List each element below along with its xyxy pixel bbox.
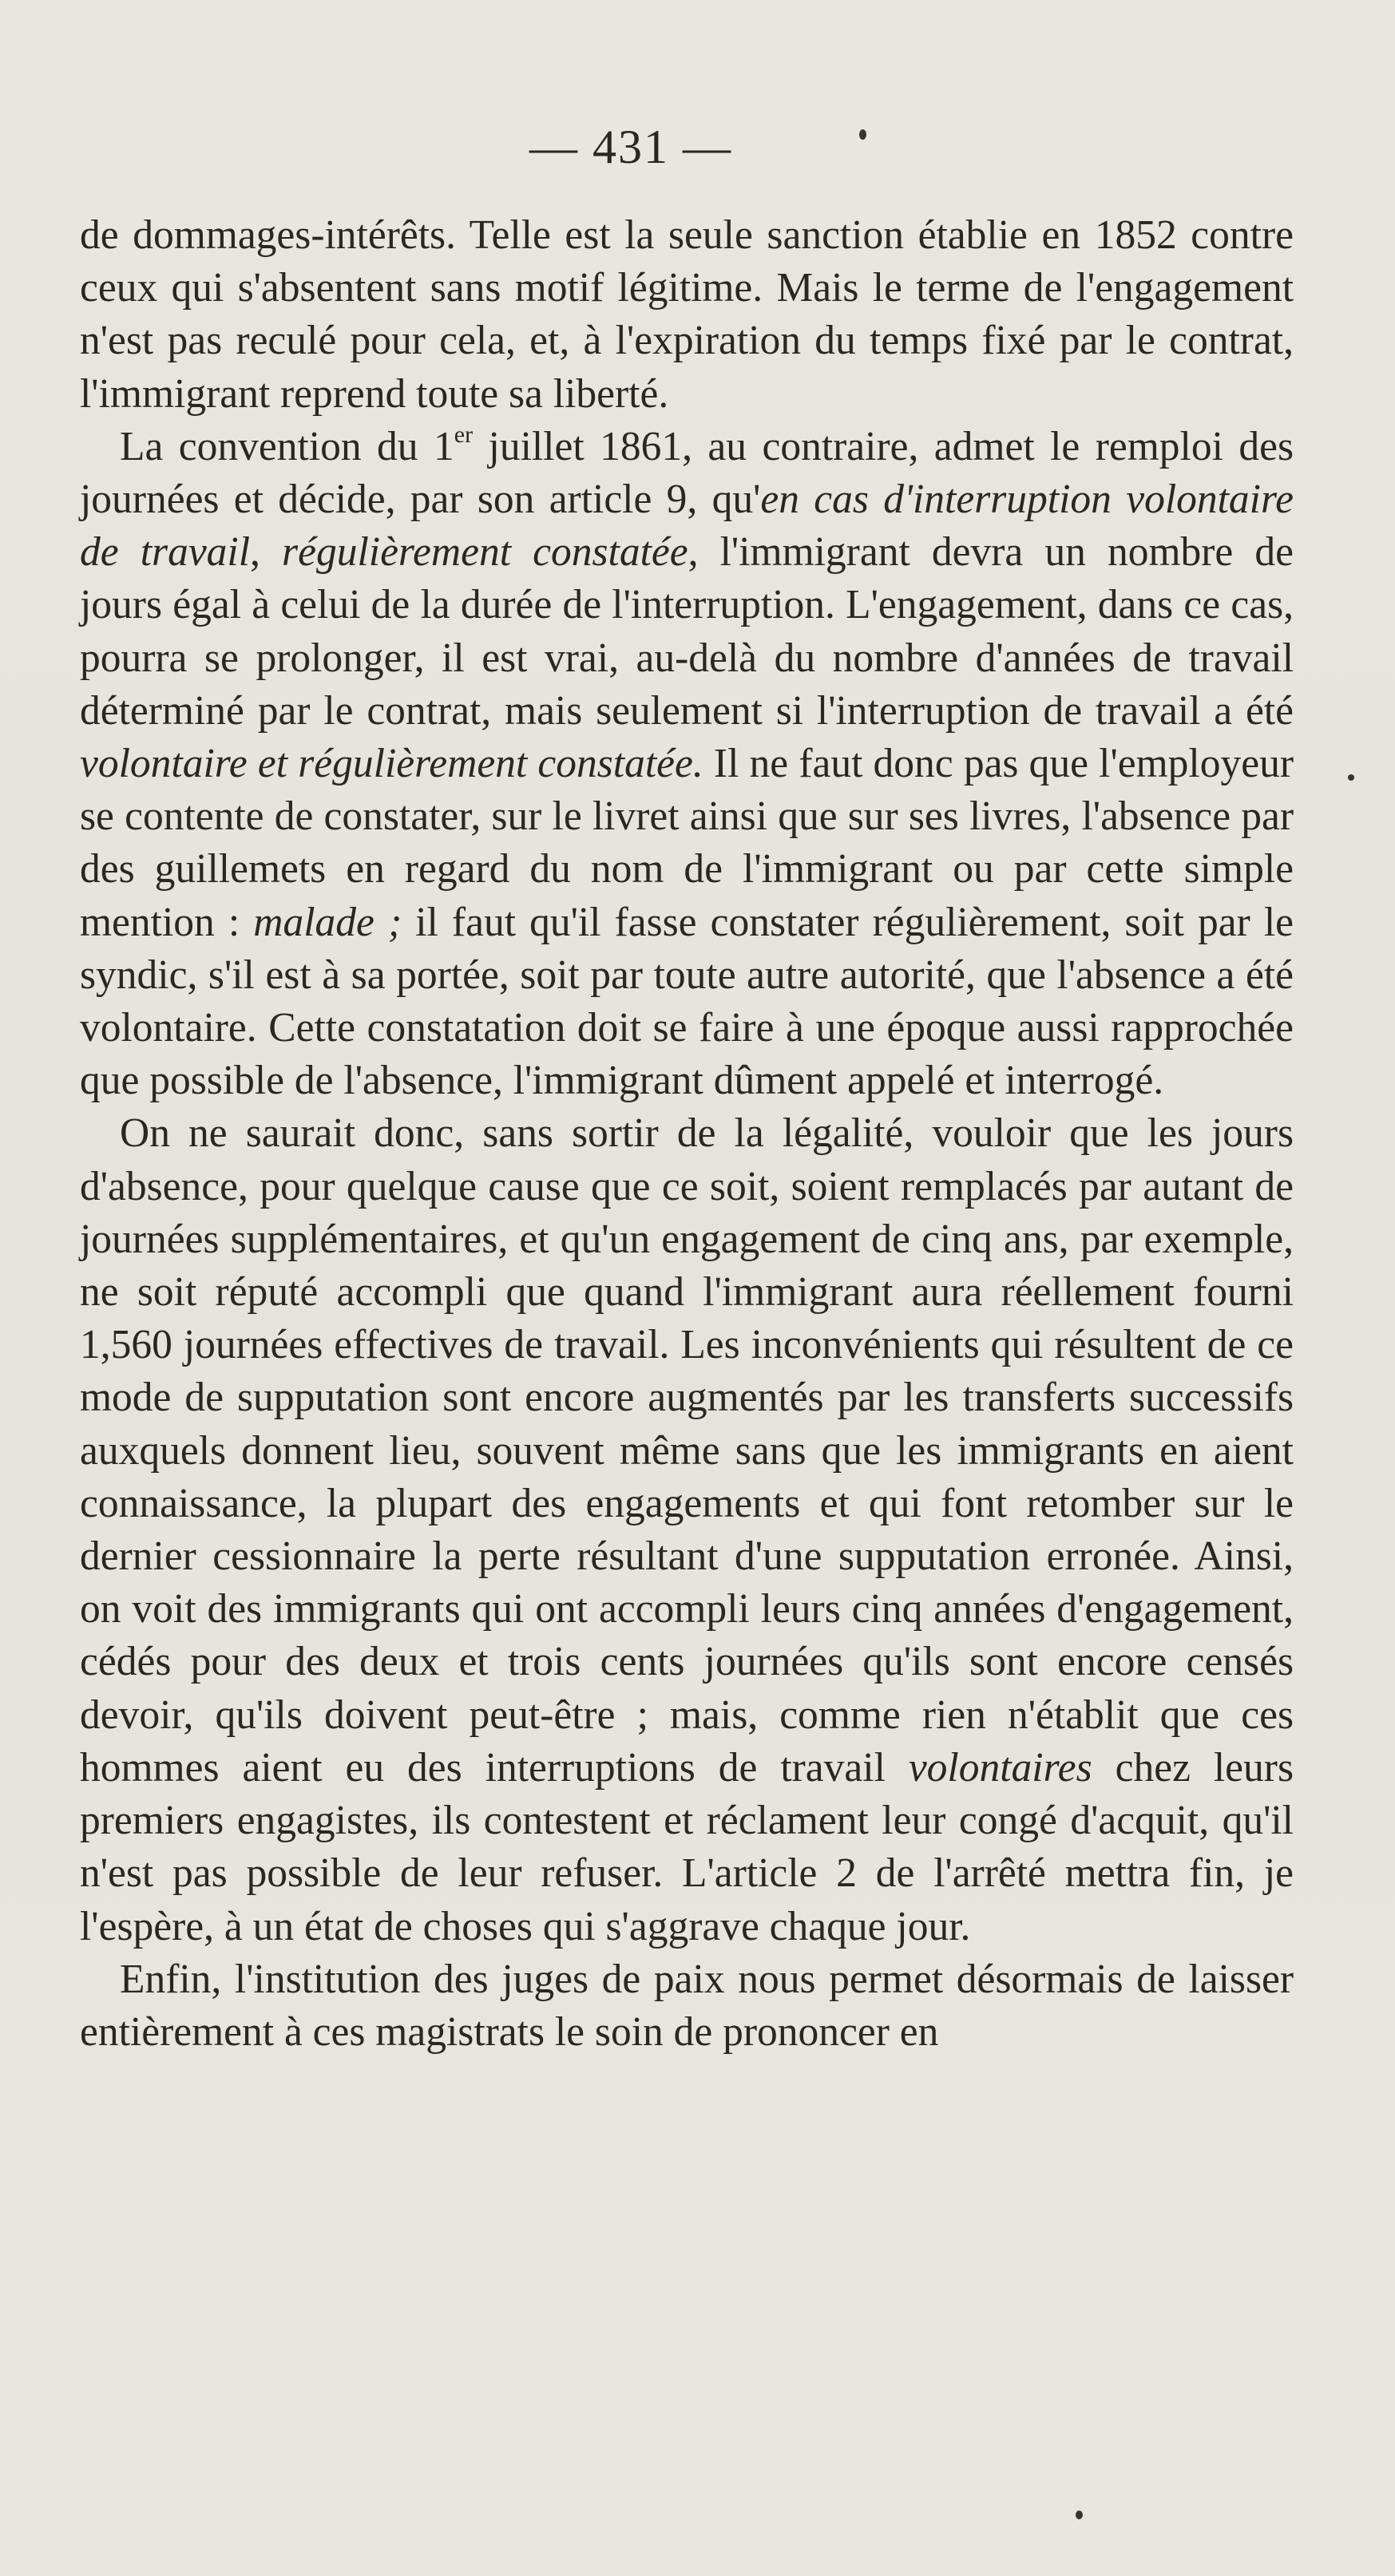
paragraph-1: [80, 209, 1294, 421]
paragraph-2: [80, 421, 1294, 1108]
text-segment: de dommages-intérêts. Telle est la seule sanction établie en 1852 contre ceux qui s'absentent sans motif légitime. Mais le terme de l'engagement n'est pas reculé pour cela, et, à l'expiration du temps fixé par le contrat, l'immigrant reprend toute sa liberté.: [80, 212, 1294, 417]
italic-text: malade ;: [253, 899, 402, 945]
paragraph-3: [80, 1107, 1294, 1953]
text-segment: il faut qu'il fasse constater régulièrement, soit par le syndic, s'il est à sa portée, soit par toute autre autorité, que l'absence a été volontaire. Cette constatation doit se faire à une époque aussi rapprochée que possible de l'absence, l'immigrant dûment appelé et interrogé.: [80, 899, 1294, 1104]
page-number: — 431 —: [529, 121, 732, 173]
superscript: er: [454, 421, 474, 448]
text-segment: ,: [250, 529, 283, 576]
text-segment: Il ne faut donc pas que l'employeur se contente de constater, sur le livret ainsi que sur ses livres, l'absence par des guillemets en regard du nom de l'immigrant ou par cette simple mention :: [80, 741, 1294, 945]
ink-speck: [1076, 2511, 1083, 2519]
italic-text: volontaire et régulièrement constatée.: [80, 741, 703, 787]
text-segment: chez leurs premiers engagistes, ils contestent et réclament leur congé d'acquit, qu'il n'est pas possible de leur refuser. L'article 2 de l'arrêté mettra fin, je l'espère, à un état de choses qui s'aggrave chaque jour.: [80, 1744, 1294, 1949]
text-segment: , l'immigrant devra un nombre de jours égal à celui de la durée de l'interruption. L'engagement, dans ce cas, pourra se prolonger, il est vrai, au-delà du nombre d'années de travail déterminé par le contrat, mais seulement si l'interruption de travail a été: [80, 529, 1294, 734]
text-segment: Enfin, l'institution des juges de paix nous permet désormais de laisser entièrement à ces magistrats le soin de prononcer en: [80, 1956, 1294, 2055]
italic-text: en cas d'interruption volontaire de travail: [80, 477, 1294, 576]
text-segment: La convention du 1: [120, 423, 454, 469]
text-segment: juillet 1861, au contraire, admet le remploi des journées et décide, par son article 9, qu': [80, 423, 1294, 523]
paragraph-4: [80, 1953, 1294, 2059]
italic-text: régulièrement constatée: [282, 529, 688, 576]
text-segment: On ne saurait donc, sans sortir de la légalité, vouloir que les jours d'absence, pour quelque cause que ce soit, soient remplacés par autant de journées supplémentaires, et qu'un engagement de cinq ans, par exemple, ne soit réputé accompli que quand l'immigrant aura réellement fourni 1,560 journées effectives de travail. Les inconvénients qui résultent de ce mode de supputation sont encore augmentés par les transferts successifs auxquels donnent lieu, souvent même sans que les immigrants en aient connaissance, la plupart des engagements et qui font retomber sur le dernier cessionnaire la perte résultant d'une supputation erronée. Ainsi, on voit des immigrants qui ont accompli leurs cinq années d'engagement, cédés pour des deux et trois cents journées qu'ils sont encore censés devoir, qu'ils doivent peut-être ; mais, comme rien n'établit que ces hommes aient eu des interruptions de travail: [80, 1110, 1294, 1791]
ink-speck: [859, 129, 866, 140]
ink-speck: [1348, 774, 1354, 781]
italic-text: volontaires: [908, 1744, 1092, 1791]
body-text: [80, 209, 1294, 2059]
